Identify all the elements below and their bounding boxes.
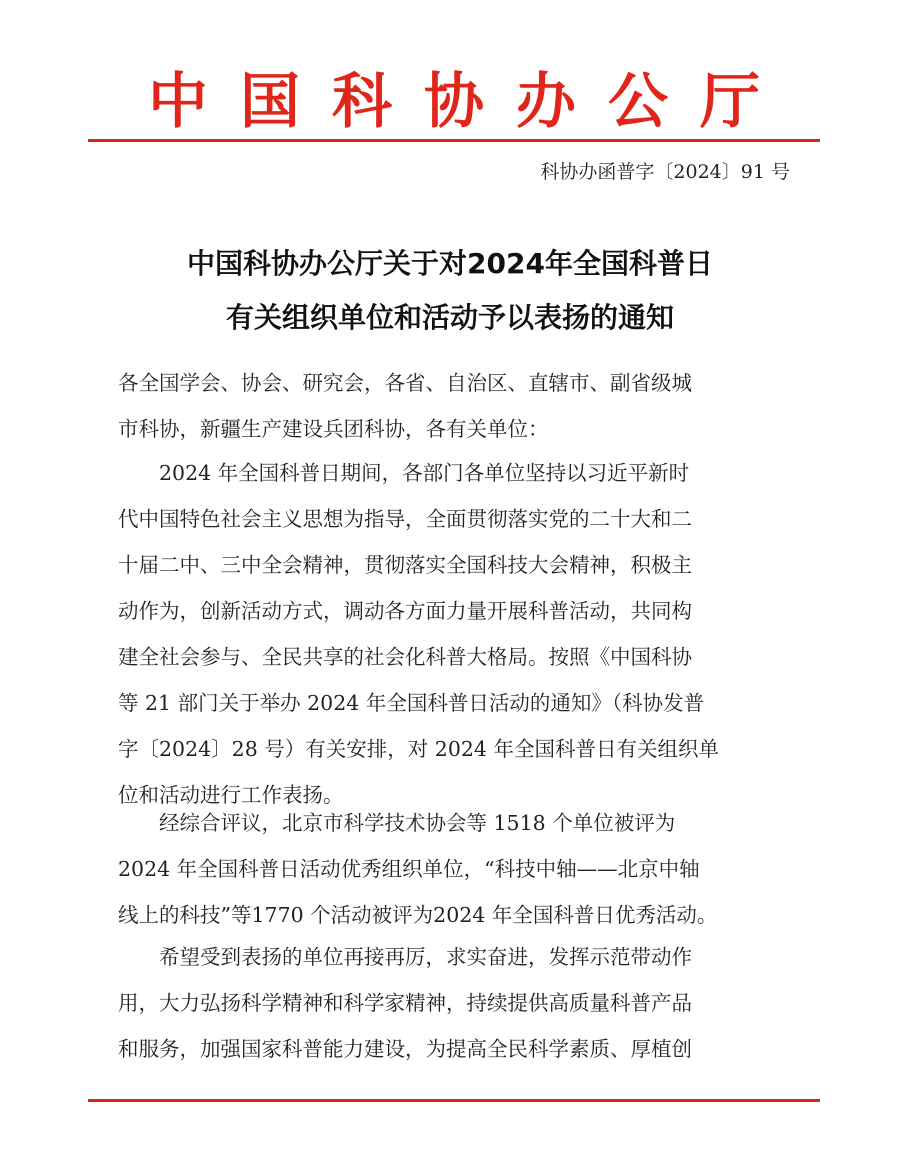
- masthead-char: 协: [424, 67, 484, 137]
- text-line: 十届二中、三中全会精神，贯彻落实全国科技大会精神，积极主: [118, 553, 692, 577]
- text-line: 市科协，新疆生产建设兵团科协，各有关单位：: [118, 417, 549, 441]
- text-line: 字〔2024〕28 号）有关安排，对 2024 年全国科普日有关组织单: [118, 737, 719, 761]
- text-line: 动作为，创新活动方式，调动各方面力量开展科普活动，共同构: [118, 599, 692, 623]
- red-footer-rule: [88, 1099, 820, 1102]
- text-line: 2024 年全国科普日活动优秀组织单位，“科技中轴——北京中轴: [118, 857, 700, 881]
- masthead-char: 国: [240, 67, 300, 137]
- red-header-rule: [88, 139, 820, 142]
- document-title-line-1: 中国科协办公厅关于对2024年全国科普日: [187, 247, 713, 280]
- text-line: 和服务，加强国家科普能力建设，为提高全民科学素质、厚植创: [118, 1037, 692, 1061]
- text-line: 位和活动进行工作表扬。: [118, 783, 344, 807]
- text-line: 2024 年全国科普日期间，各部门各单位坚持以习近平新时: [159, 461, 690, 485]
- text-line: 等 21 部门关于举办 2024 年全国科普日活动的通知》（科协发普: [118, 691, 705, 715]
- masthead-char: 公: [608, 67, 668, 137]
- masthead-char: 中: [148, 67, 208, 137]
- text-line: 各全国学会、协会、研究会，各省、自治区、直辖市、副省级城: [118, 371, 692, 395]
- text-line: 建全社会参与、全民共享的社会化科普大格局。按照《中国科协: [118, 645, 692, 669]
- issuing-office-masthead: [88, 62, 820, 142]
- masthead-char: 科: [332, 67, 392, 137]
- masthead-char: 办: [516, 67, 576, 137]
- addressee-block: [118, 360, 798, 452]
- text-line: 代中国特色社会主义思想为指导，全面贯彻落实党的二十大和二: [118, 507, 692, 531]
- document-number: 科协办函普字〔2024〕91 号: [540, 161, 790, 183]
- paragraph-1: [118, 450, 798, 818]
- text-line: 经综合评议，北京市科学技术协会等 1518 个单位被评为: [159, 811, 676, 835]
- text-line: 线上的科技”等1770 个活动被评为2024 年全国科普日优秀活动。: [118, 903, 718, 927]
- text-line: 用，大力弘扬科学精神和科学家精神，持续提供高质量科普产品: [118, 991, 692, 1015]
- paragraph-3: [118, 934, 798, 1072]
- masthead-char: 厅: [700, 67, 760, 137]
- text-line: 希望受到表扬的单位再接再厉，求实奋进，发挥示范带动作: [159, 945, 692, 969]
- paragraph-2: [118, 800, 798, 938]
- document-title-line-2: 有关组织单位和活动予以表扬的通知: [225, 301, 674, 334]
